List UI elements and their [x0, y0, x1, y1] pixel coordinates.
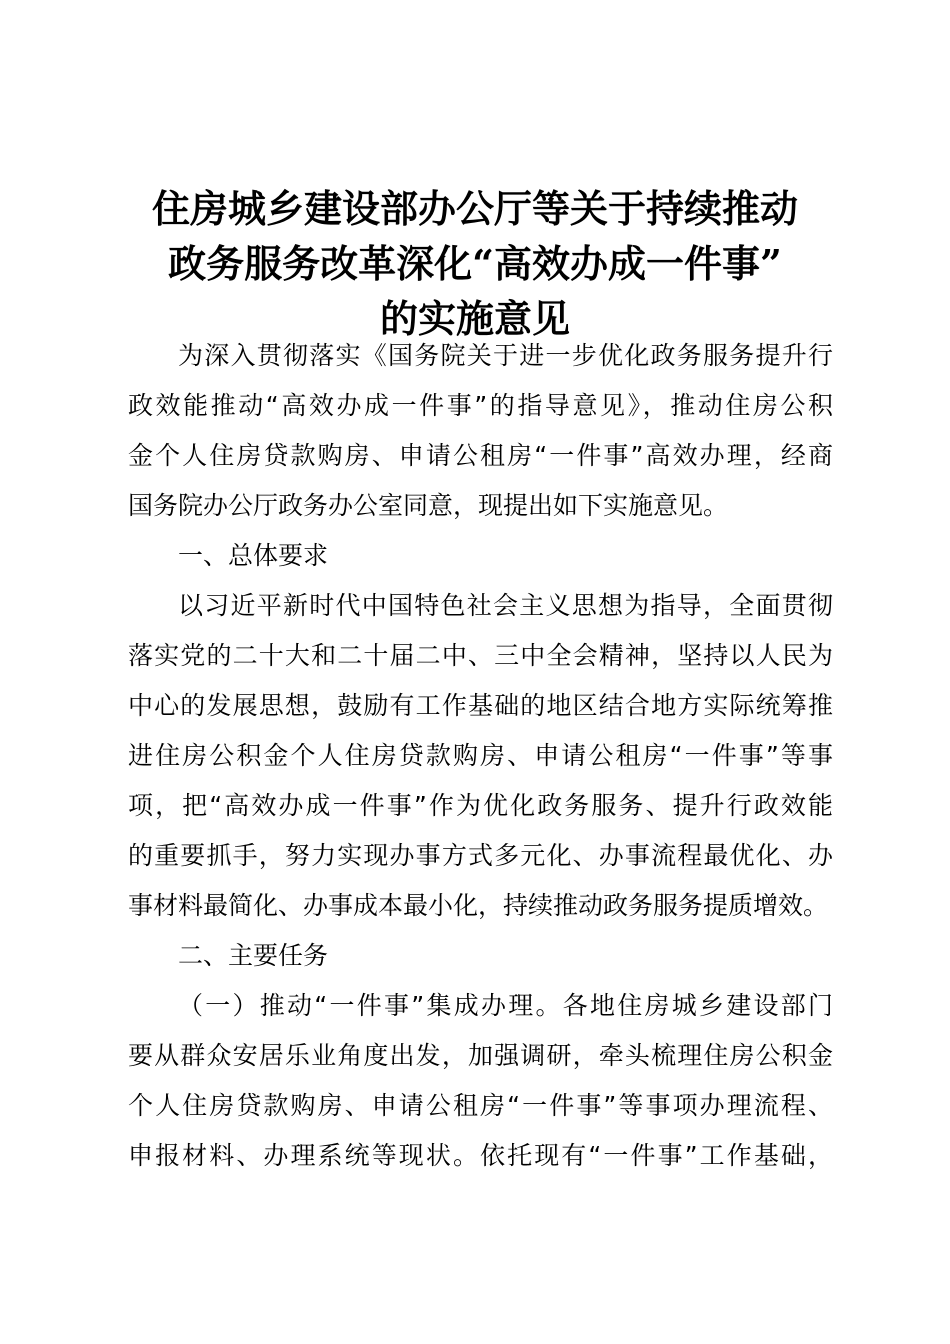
title-line-2: 政务服务改革深化“高效办成一件事” [168, 241, 782, 286]
paragraph-line: 中心的发展思想，鼓励有工作基础的地区结合地方实际统筹推 [128, 691, 833, 720]
paragraph-line: 金个人住房贷款购房、申请公租房“一件事”高效办理，经商 [128, 441, 833, 470]
paragraph-line: 申报材料、办理系统等现状。依托现有“一件事”工作基础， [128, 1141, 833, 1170]
paragraph-line: 要从群众安居乐业角度出发，加强调研，牵头梳理住房公积金 [128, 1041, 833, 1070]
paragraph-line: （一）推动“一件事”集成办理。各地住房城乡建设部门 [178, 991, 833, 1020]
paragraph-line: 为深入贯彻落实《国务院关于进一步优化政务服务提升行 [178, 341, 833, 370]
paragraph-line: 政效能推动“高效办成一件事”的指导意见》，推动住房公积 [128, 391, 833, 420]
document-body [128, 331, 833, 1181]
paragraph-line: 国务院办公厅政务办公室同意，现提出如下实施意见。 [128, 491, 729, 520]
task-one-paragraph [128, 981, 833, 1181]
intro-paragraph [128, 331, 833, 531]
paragraph-line: 事材料最简化、办事成本最小化，持续推动政务服务提质增效。 [128, 891, 829, 920]
paragraph-line: 的重要抓手，努力实现办事方式多元化、办事流程最优化、办 [128, 841, 833, 870]
paragraph-line: 进住房公积金个人住房贷款购房、申请公租房“一件事”等事 [128, 741, 833, 770]
section-heading-main-tasks: 二、主要任务 [178, 941, 329, 970]
paragraph-line: 项，把“高效办成一件事”作为优化政务服务、提升行政效能 [128, 791, 833, 820]
paragraph-line: 以习近平新时代中国特色社会主义思想为指导，全面贯彻 [178, 591, 833, 620]
paragraph-line: 落实党的二十大和二十届二中、三中全会精神，坚持以人民为 [128, 641, 833, 670]
document-title [100, 181, 850, 346]
title-line-1: 住房城乡建设部办公厅等关于持续推动 [151, 186, 798, 231]
title-line-3: 的实施意见 [379, 296, 570, 341]
paragraph-line: 个人住房贷款购房、申请公租房“一件事”等事项办理流程、 [128, 1091, 833, 1120]
section-heading-overall-requirements: 一、总体要求 [178, 541, 329, 570]
overall-requirements-paragraph [128, 581, 833, 931]
